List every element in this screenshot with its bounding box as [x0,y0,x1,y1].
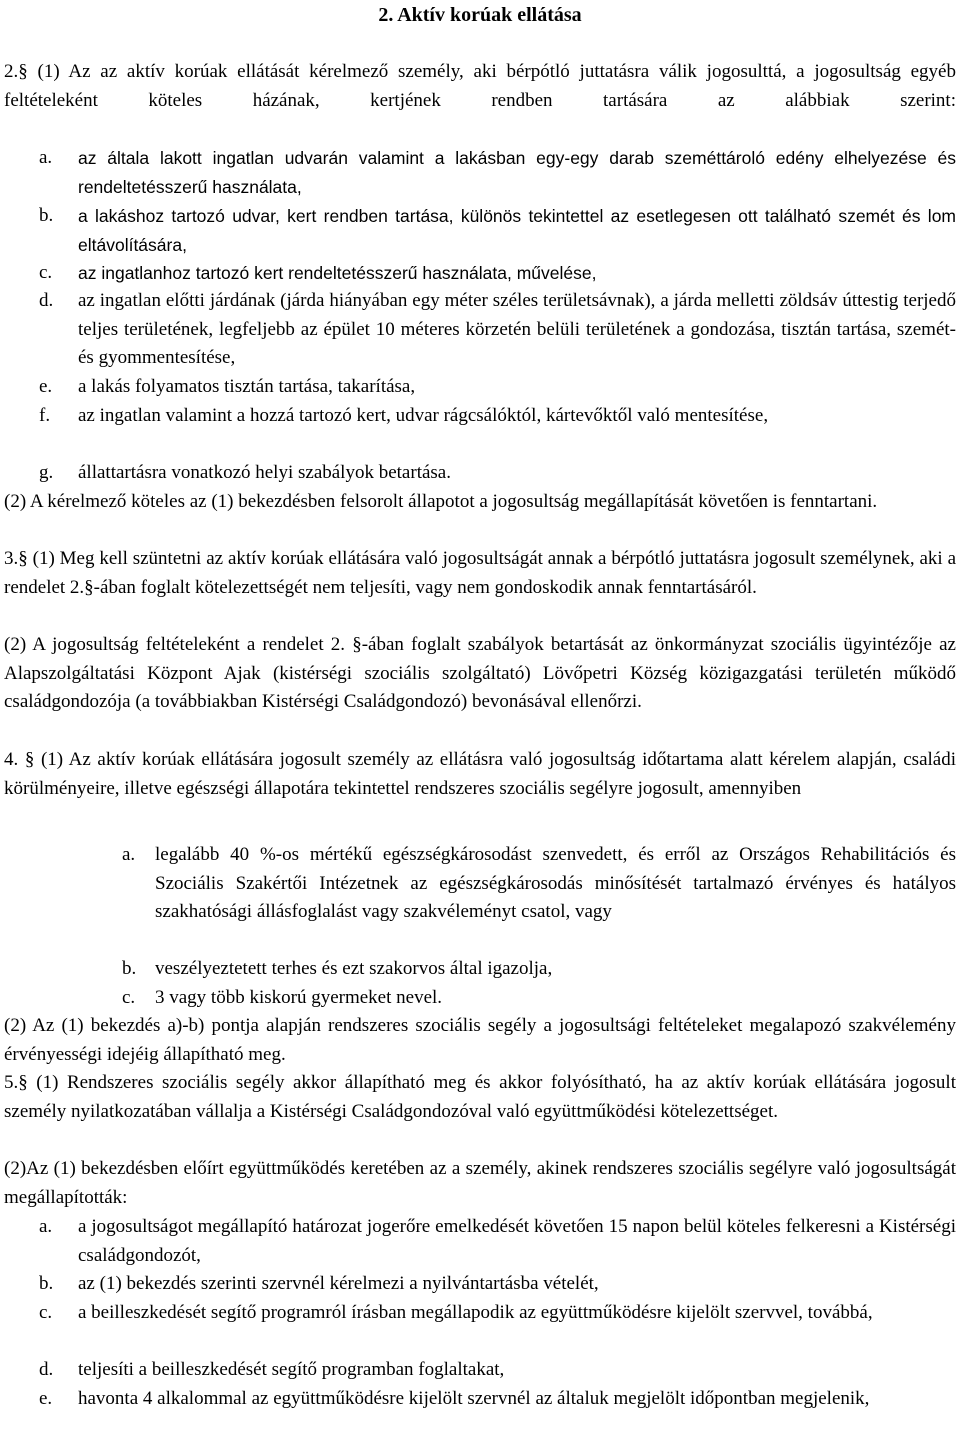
list-marker: d. [39,1359,54,1380]
list-item [39,373,956,402]
list-item [122,984,956,1013]
list-item-text: az ingatlan előtti járdának (járda hiányában egy méter széles területsávnak), a járda melletti zöldsáv úttestig terjedő teljes területének, legfeljebb az épület 10 méteres körzetén belüli területének a gondozása, tisztán tartása, szemét- és gyommentesítése, [78,290,956,369]
list-item-text: az ingatlan valamint a hozzá tartozó kert, udvar rágcsálóktól, kártevőktől való mentesítése, [78,405,769,426]
list-item-text: havonta 4 alkalommal az együttműködésre kijelölt szervnél az általuk megjelölt időpontban megjelenik, [78,1388,870,1409]
list-item [39,144,956,202]
list-marker: a. [39,147,53,168]
list-marker: b. [122,958,137,979]
list-item [39,459,956,488]
list-item [39,1270,956,1299]
list-marker: c. [122,987,136,1008]
list-item-text: veszélyeztetett terhes és ezt szakorvos által igazolja, [155,958,553,979]
list-item [122,841,956,927]
list-item [39,1356,956,1385]
section-5-paragraph-2: (2)Az (1) bekezdésben előírt együttműködés keretében az a személy, akinek rendszeres szociális segélyre való jogosultságát megállapították: [4,1158,956,1208]
list-item-text: a jogosultságot megállapító határozat jogerőre emelkedését követően 15 napon belül köteles felkeresni a Kistérségi családgondozót, [78,1216,956,1266]
list-marker: a. [39,1216,53,1237]
list-item [122,955,956,984]
list-item-text: a beilleszkedését segítő programról írásban megállapodik az együttműködésre kijelölt szervvel, továbbá, [78,1302,873,1323]
section-3-paragraph-1: 3.§ (1) Meg kell szüntetni az aktív korúak ellátására való jogosultságát annak a bérpótló juttatásra jogosult személynek, aki a rendelet 2.§-ában foglalt kötelezettségét nem teljesíti, vagy nem gondoskodik annak fenntartásáról. [4,548,956,598]
list-marker: e. [39,1388,53,1409]
list-item [39,1213,956,1270]
section-3-paragraph-2: (2) A jogosultság feltételeként a rendelet 2. §-ában foglalt szabályok betartását az önkormányzat szociális ügyintézője az Alapszolgáltatási Központ Ajak (kistérségi szociális szolgáltató) Lövőpetri Község közigazgatási területén működő családgondozója (a továbbiakban Kistérségi Családgondozó) bevonásával ellenőrzi. [4,634,956,713]
list-marker: f. [39,405,51,426]
list-item [39,1385,956,1414]
list-item-text: a lakás folyamatos tisztán tartása, takarítása, [78,376,416,397]
list-marker: d. [39,290,54,311]
list-marker: g. [39,462,54,483]
list-item [39,287,956,373]
list-item [39,1299,956,1328]
list-item [39,202,956,260]
list-marker: e. [39,376,53,397]
section-4-paragraph-1: 4. § (1) Az aktív korúak ellátására jogosult személy az ellátásra való jogosultság időtartama alatt kérelem alapján, családi körülményeire, illetve egészségi állapotára tekintettel rendszeres szociális segélyre jogosult, amennyiben [4,749,956,799]
list-item-text: legalább 40 %-os mértékű egészségkárosodást szenvedett, és erről az Országos Rehabilitációs és Szociális Szakértői Intézetnek az egészségkárosodás minősítését tartalmazó érvényes és hatályos szakhatósági állásfoglalást vagy szakvéleményt csatol, vagy [155,844,956,923]
list-item-text: az ingatlanhoz tartozó kert rendeltetésszerű használata, művelése, [78,263,597,283]
section-heading: 2. Aktív korúak ellátása [378,4,582,26]
list-marker: b. [39,205,54,226]
list-item-text: 3 vagy több kiskorú gyermeket nevel. [155,987,443,1008]
list-item [39,259,956,288]
list-item-text: a lakáshoz tartozó udvar, kert rendben tartása, különös tekintettel az esetlegesen ott található szemét és lom eltávolítására, [78,206,956,255]
list-marker: b. [39,1273,54,1294]
section-2-paragraph-2: (2) A kérelmező köteles az (1) bekezdésben felsorolt állapotot a jogosultság megállapítását követően is fenntartani. [4,491,878,512]
list-item-text: állattartásra vonatkozó helyi szabályok betartása. [78,462,451,483]
section-2-paragraph-1: 2.§ (1) Az az aktív korúak ellátását kérelmező személy, aki bérpótló juttatásra válik jogosulttá, a jogosultság egyéb feltételeként köteles házának, kertjének rendben tartására az alábbiak szerint: [4,61,956,111]
section-5-paragraph-1: 5.§ (1) Rendszeres szociális segély akkor állapítható meg és akkor folyósítható, ha az aktív korúak ellátására jogosult személy nyilatkozatában vállalja a Kistérségi Családgondozóval való együttműködési kötelezettséget. [4,1072,956,1122]
list-item [39,402,956,431]
list-item-text: az általa lakott ingatlan udvarán valamint a lakásban egy-egy darab szeméttároló edény elhelyezése és rendeltetésszerű használata, [78,148,956,197]
list-marker: c. [39,262,53,283]
section-4-paragraph-2: (2) Az (1) bekezdés a)-b) pontja alapján rendszeres szociális segély a jogosultsági feltételeket megalapozó szakvélemény érvényességi idejéig állapítható meg. [4,1015,956,1065]
list-marker: a. [122,844,136,865]
list-marker: c. [39,1302,53,1323]
list-item-text: teljesíti a beilleszkedését segítő programban foglaltakat, [78,1359,505,1380]
list-item-text: az (1) bekezdés szerinti szervnél kérelmezi a nyilvántartásba vételét, [78,1273,599,1294]
